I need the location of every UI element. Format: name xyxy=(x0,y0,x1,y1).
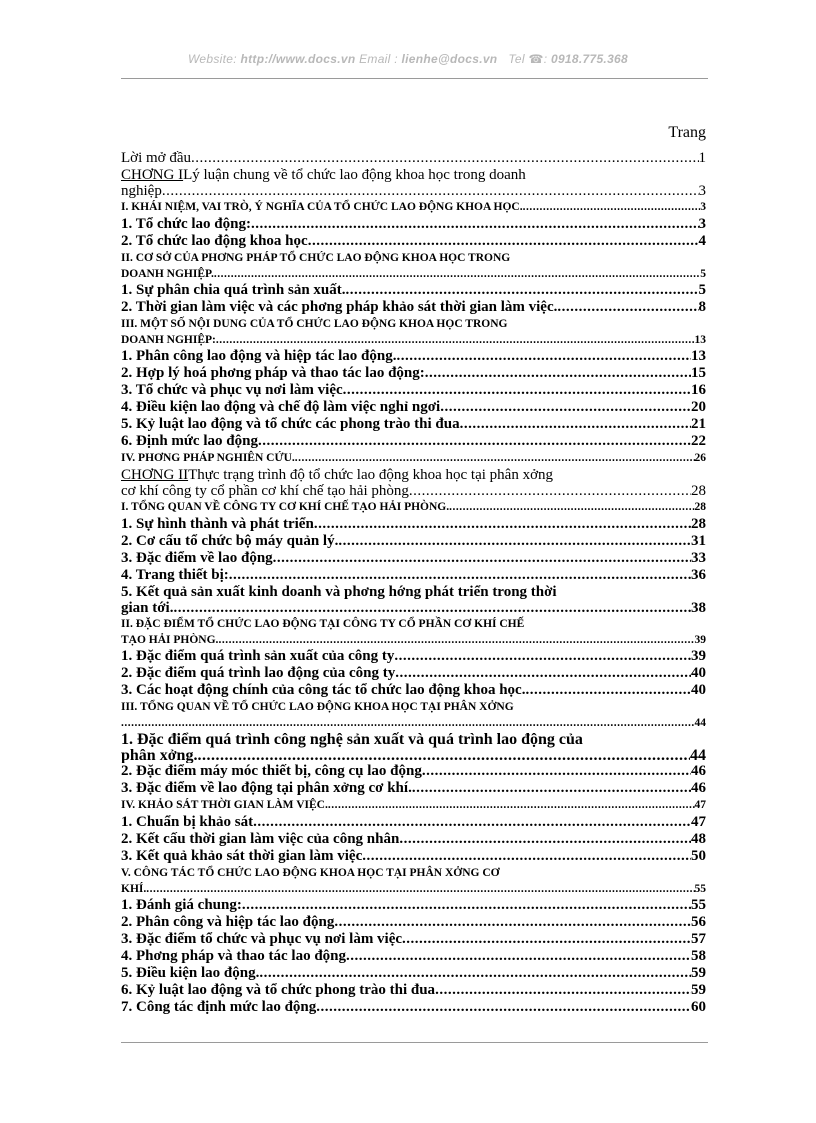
toc-page-number: 46 xyxy=(691,763,706,779)
toc-entry-continuation: TẠO HẢI PHÒNG. xyxy=(121,634,219,646)
toc-entry-title: 3. Các hoạt động chính của công tác tổ chức lao động khoa học. xyxy=(121,682,526,698)
website-link[interactable]: http://www.docs.vn xyxy=(240,52,356,66)
toc-entry-title: 2. Phân công và hiệp tác lao động xyxy=(121,914,335,930)
toc-page-number: 26 xyxy=(694,452,706,464)
dot-leader xyxy=(440,399,691,416)
toc-entry[interactable] xyxy=(121,814,706,831)
dot-leader xyxy=(216,333,695,348)
toc-page-number: 20 xyxy=(691,399,706,415)
dot-leader xyxy=(394,648,691,665)
toc-entry-title: 5. Kết quả sản xuất kinh doanh và phơng hớng phát triển trong thời xyxy=(121,584,557,600)
toc-entry-title: 1. Sự phân chia quá trình sản xuất. xyxy=(121,282,346,298)
toc-page-number: 40 xyxy=(691,682,706,698)
header-divider xyxy=(121,78,708,79)
toc-entry-title: 7. Công tác định mức lao động xyxy=(121,999,317,1015)
toc-entry-title: 4. Điều kiện lao động và chế độ làm việc nghỉ ngơi xyxy=(121,399,441,415)
dot-leader xyxy=(346,282,699,299)
toc-entry[interactable] xyxy=(121,865,706,897)
dot-leader xyxy=(242,897,691,914)
toc-page-number: 60 xyxy=(691,999,706,1015)
toc-page-number: 1 xyxy=(698,150,706,166)
toc-page-number: 16 xyxy=(691,382,706,398)
toc-entry[interactable] xyxy=(121,780,706,797)
toc-page-number: 59 xyxy=(691,965,706,981)
toc-page-number: 38 xyxy=(691,601,706,616)
toc-page-number: 8 xyxy=(698,299,706,315)
toc-page-number: 3 xyxy=(698,184,706,199)
toc-entry-title: Thực trạng trình độ tổ chức lao động khoa học tại phân xởng xyxy=(188,467,554,483)
toc-entry[interactable] xyxy=(121,897,706,914)
toc-entry-title: 3. Tổ chức và phục vụ nơi làm việc xyxy=(121,382,343,398)
dot-leader xyxy=(328,797,695,814)
dot-leader xyxy=(295,450,695,467)
toc-entry-title: IV. KHẢO SÁT THỜI GIAN LÀM VIỆC. xyxy=(121,799,328,811)
toc-entry[interactable] xyxy=(121,965,706,982)
dot-leader xyxy=(395,665,691,682)
toc-entry[interactable] xyxy=(121,499,706,516)
toc-entry[interactable] xyxy=(121,831,706,848)
toc-entry[interactable] xyxy=(121,584,706,616)
toc-entry-title: 1. Sự hình thành và phát triển xyxy=(121,516,314,532)
toc-entry-title: 5. Kỷ luật lao động và tổ chức các phong trào thi đua xyxy=(121,416,460,432)
dot-leader xyxy=(557,299,698,316)
toc-entry[interactable] xyxy=(121,233,706,250)
toc-entry-title: 5. Điều kiện lao động. xyxy=(121,965,260,981)
toc-entry-title: 2. Tổ chức lao động khoa học xyxy=(121,233,308,249)
footer-divider xyxy=(121,1042,708,1043)
toc-entry[interactable] xyxy=(121,316,706,348)
toc-entry[interactable] xyxy=(121,731,706,763)
toc-entry-title: 2. Kết cấu thời gian làm việc của công nhân xyxy=(121,831,400,847)
toc-entry[interactable] xyxy=(121,914,706,931)
dot-leader xyxy=(412,780,691,797)
dot-leader xyxy=(409,484,691,499)
toc-entry-title: 4. Trang thiết bị: xyxy=(121,567,229,583)
dot-leader xyxy=(214,267,700,282)
toc-page-number: 28 xyxy=(694,501,706,513)
toc-entry-continuation: gian tới. xyxy=(121,601,174,616)
dot-leader xyxy=(334,914,691,931)
toc-page-number: 50 xyxy=(691,848,706,864)
dot-leader xyxy=(146,882,694,897)
toc-entry-title: 2. Thời gian làm việc và các phơng pháp khảo sát thời gian làm việc. xyxy=(121,299,558,315)
toc-entry[interactable] xyxy=(121,648,706,665)
toc-entry[interactable] xyxy=(121,931,706,948)
dot-leader xyxy=(523,199,701,216)
toc-entry-title: 1. Chuẩn bị khảo sát xyxy=(121,814,254,830)
dot-leader xyxy=(460,416,691,433)
toc-entry-title: 4. Phơng pháp và thao tác lao động xyxy=(121,948,347,964)
toc-page-number: 47 xyxy=(691,814,706,830)
toc-page-number: 59 xyxy=(691,982,706,998)
dot-leader xyxy=(218,633,694,648)
toc-entry-title: II. CƠ SỞ CỦA PHƠNG PHÁP TỔ CHỨC LAO ĐỘNG KHOA HỌC TRONG xyxy=(121,252,511,264)
dot-leader xyxy=(308,233,699,250)
toc-page-number: 58 xyxy=(691,948,706,964)
toc-entry-title: 6. Kỷ luật lao động và tổ chức phong trào thi đua xyxy=(121,982,436,998)
toc-entry-title: 2. Đặc điểm máy móc thiết bị, công cụ lao động xyxy=(121,763,422,779)
email-link[interactable]: lienhe@docs.vn xyxy=(401,52,498,66)
toc-entry-title: 2. Hợp lý hoá phơng pháp và thao tác lao động: xyxy=(121,365,425,381)
toc-entry[interactable] xyxy=(121,982,706,999)
toc-page-number: 3 xyxy=(698,216,706,232)
email-label: Email : xyxy=(359,52,398,66)
toc-entry[interactable] xyxy=(121,399,706,416)
toc-page-number: 33 xyxy=(691,550,706,566)
website-label: Website: xyxy=(187,52,237,66)
toc-entry[interactable] xyxy=(121,533,706,550)
toc-page-number: 28 xyxy=(691,484,706,499)
toc-entry-title: 3. Đặc điểm tổ chức và phục vụ nơi làm việc xyxy=(121,931,403,947)
toc-page-number: 55 xyxy=(691,897,706,913)
toc-page-number: 5 xyxy=(698,282,706,298)
dot-leader xyxy=(435,982,691,999)
toc-page-number: 13 xyxy=(694,334,706,346)
dot-leader xyxy=(422,763,691,780)
dot-leader xyxy=(314,516,691,533)
toc-entry[interactable] xyxy=(121,797,706,814)
toc-entry[interactable] xyxy=(121,699,706,731)
toc-entry[interactable] xyxy=(121,433,706,450)
toc-page-number: 55 xyxy=(694,883,706,895)
toc-entry[interactable] xyxy=(121,282,706,299)
dot-leader xyxy=(396,348,691,365)
toc-entry-title: 1. Đánh giá chung: xyxy=(121,897,242,913)
toc-entry-title: II. ĐẶC ĐIỂM TỔ CHỨC LAO ĐỘNG TẠI CÔNG TY CỔ PHẦN CƠ KHÍ CHẾ xyxy=(121,618,525,630)
toc-page-number: 39 xyxy=(691,648,706,664)
toc-entry[interactable] xyxy=(121,299,706,316)
toc-entry-title: 2. Đặc điểm quá trình lao động của công ty xyxy=(121,665,396,681)
toc-entry-title: III. TỔNG QUAN VỀ TỔ CHỨC LAO ĐỘNG KHOA HỌC TẠI PHÂN XỞNG xyxy=(121,701,514,713)
toc-entry-continuation: phân xởng. xyxy=(121,748,198,763)
dot-leader xyxy=(229,567,691,584)
toc-page-number: 57 xyxy=(691,931,706,947)
toc-entry-title: III. MỘT SỐ NỘI DUNG CỦA TỔ CHỨC LAO ĐỘNG KHOA HỌC TRONG xyxy=(121,318,508,330)
toc-entry[interactable] xyxy=(121,382,706,399)
dot-leader xyxy=(525,682,691,699)
toc-page-number: 47 xyxy=(694,799,706,811)
toc-entry[interactable] xyxy=(121,550,706,567)
dot-leader xyxy=(343,382,691,399)
toc-page-number: 15 xyxy=(691,365,706,381)
toc-entry[interactable] xyxy=(121,216,706,233)
dot-leader xyxy=(362,848,691,865)
table-of-contents xyxy=(121,150,706,1016)
toc-page-number: 36 xyxy=(691,567,706,583)
toc-page-number: 46 xyxy=(691,780,706,796)
dot-leader xyxy=(121,716,695,731)
toc-entry[interactable] xyxy=(121,250,706,282)
dot-leader xyxy=(399,831,691,848)
tel-number: 0918.775.368 xyxy=(550,52,628,66)
toc-entry[interactable] xyxy=(121,999,706,1016)
toc-page-number: 21 xyxy=(691,416,706,432)
dot-leader xyxy=(191,150,698,167)
toc-entry-title: 1. Phân công lao động và hiệp tác lao động. xyxy=(121,348,397,364)
toc-entry-title: 6. Định mức lao động xyxy=(121,433,258,449)
dot-leader xyxy=(425,365,691,382)
toc-entry-title: Lời mở đầu xyxy=(121,150,192,166)
toc-page-number: 31 xyxy=(691,533,706,549)
toc-entry[interactable] xyxy=(121,567,706,584)
toc-page-number: 44 xyxy=(690,748,706,763)
toc-entry-title: 3. Đặc điểm về lao động xyxy=(121,550,273,566)
toc-page-number: 44 xyxy=(694,717,706,729)
toc-entry-title: IV. PHƠNG PHÁP NGHIÊN CỨU. xyxy=(121,452,295,464)
dot-leader xyxy=(449,499,694,516)
tel-label: Tel ☎: xyxy=(508,52,548,66)
toc-entry-title: 1. Đặc điểm quá trình công nghệ sản xuất và quá trình lao động của xyxy=(121,731,583,748)
toc-page-number: 4 xyxy=(698,233,706,249)
toc-page-number: 3 xyxy=(700,201,706,213)
toc-entry[interactable] xyxy=(121,948,706,965)
toc-entry-title: 3. Đặc điểm về lao động tại phân xởng cơ khí. xyxy=(121,780,412,796)
toc-entry-title: 1. Tổ chức lao động: xyxy=(121,216,251,232)
toc-page-number: 56 xyxy=(691,914,706,930)
toc-entry-continuation: KHÍ. xyxy=(121,883,147,895)
toc-entry-title: I. TỔNG QUAN VỀ CÔNG TY CƠ KHÍ CHẾ TẠO HẢI PHÒNG. xyxy=(121,501,450,513)
toc-entry[interactable] xyxy=(121,199,706,216)
chapter-label: CHƠNG II xyxy=(121,467,189,483)
toc-entry[interactable] xyxy=(121,150,706,167)
toc-page-number: 39 xyxy=(694,634,706,646)
chapter-label: CHƠNG I xyxy=(121,167,184,183)
toc-entry-continuation: cơ khí công ty cổ phần cơ khí chế tạo hải phòng xyxy=(121,484,409,499)
toc-page-number: 48 xyxy=(691,831,706,847)
toc-entry[interactable] xyxy=(121,665,706,682)
toc-entry[interactable] xyxy=(121,516,706,533)
dot-leader xyxy=(251,216,699,233)
toc-entry-title: 2. Cơ cấu tổ chức bộ máy quản lý. xyxy=(121,533,339,549)
toc-entry-continuation: DOANH NGHIỆP. xyxy=(121,268,214,280)
dot-leader xyxy=(402,931,691,948)
toc-entry[interactable] xyxy=(121,467,706,499)
toc-page-number: 40 xyxy=(691,665,706,681)
toc-page-number: 22 xyxy=(691,433,706,449)
dot-leader xyxy=(346,948,691,965)
page-column-label: Trang xyxy=(668,124,706,141)
toc-entry[interactable] xyxy=(121,763,706,780)
dot-leader xyxy=(316,999,691,1016)
toc-entry-title: Lý luận chung về tổ chức lao động khoa học trong doanh xyxy=(183,167,526,183)
toc-entry-title: 3. Kết quả khảo sát thời gian làm việc xyxy=(121,848,363,864)
toc-entry[interactable] xyxy=(121,450,706,467)
toc-entry-continuation: DOANH NGHIỆP: xyxy=(121,334,216,346)
dot-leader xyxy=(162,184,699,199)
toc-page-number: 28 xyxy=(691,516,706,532)
toc-entry[interactable] xyxy=(121,848,706,865)
site-header xyxy=(0,52,816,66)
toc-entry-title: V. CÔNG TÁC TỔ CHỨC LAO ĐỘNG KHOA HỌC TẠI PHÂN XỞNG CƠ xyxy=(121,867,500,879)
toc-entry[interactable] xyxy=(121,348,706,365)
dot-leader xyxy=(259,965,691,982)
dot-leader xyxy=(197,748,690,763)
toc-entry-title: I. KHÁI NIỆM, VAI TRÒ, Ý NGHĨA CỦA TỔ CHỨC LAO ĐỘNG KHOA HỌC. xyxy=(121,201,523,213)
toc-entry[interactable] xyxy=(121,416,706,433)
dot-leader xyxy=(173,601,691,616)
toc-entry[interactable] xyxy=(121,365,706,382)
dot-leader xyxy=(258,433,691,450)
toc-page-number: 5 xyxy=(700,268,706,280)
toc-page-number: 13 xyxy=(691,348,706,364)
dot-leader xyxy=(253,814,691,831)
toc-entry[interactable] xyxy=(121,616,706,648)
toc-entry-continuation: nghiệp xyxy=(121,184,162,199)
toc-entry[interactable] xyxy=(121,167,706,199)
toc-entry[interactable] xyxy=(121,682,706,699)
dot-leader xyxy=(338,533,691,550)
dot-leader xyxy=(273,550,691,567)
toc-entry-title: 1. Đặc điểm quá trình sản xuất của công ty xyxy=(121,648,395,664)
